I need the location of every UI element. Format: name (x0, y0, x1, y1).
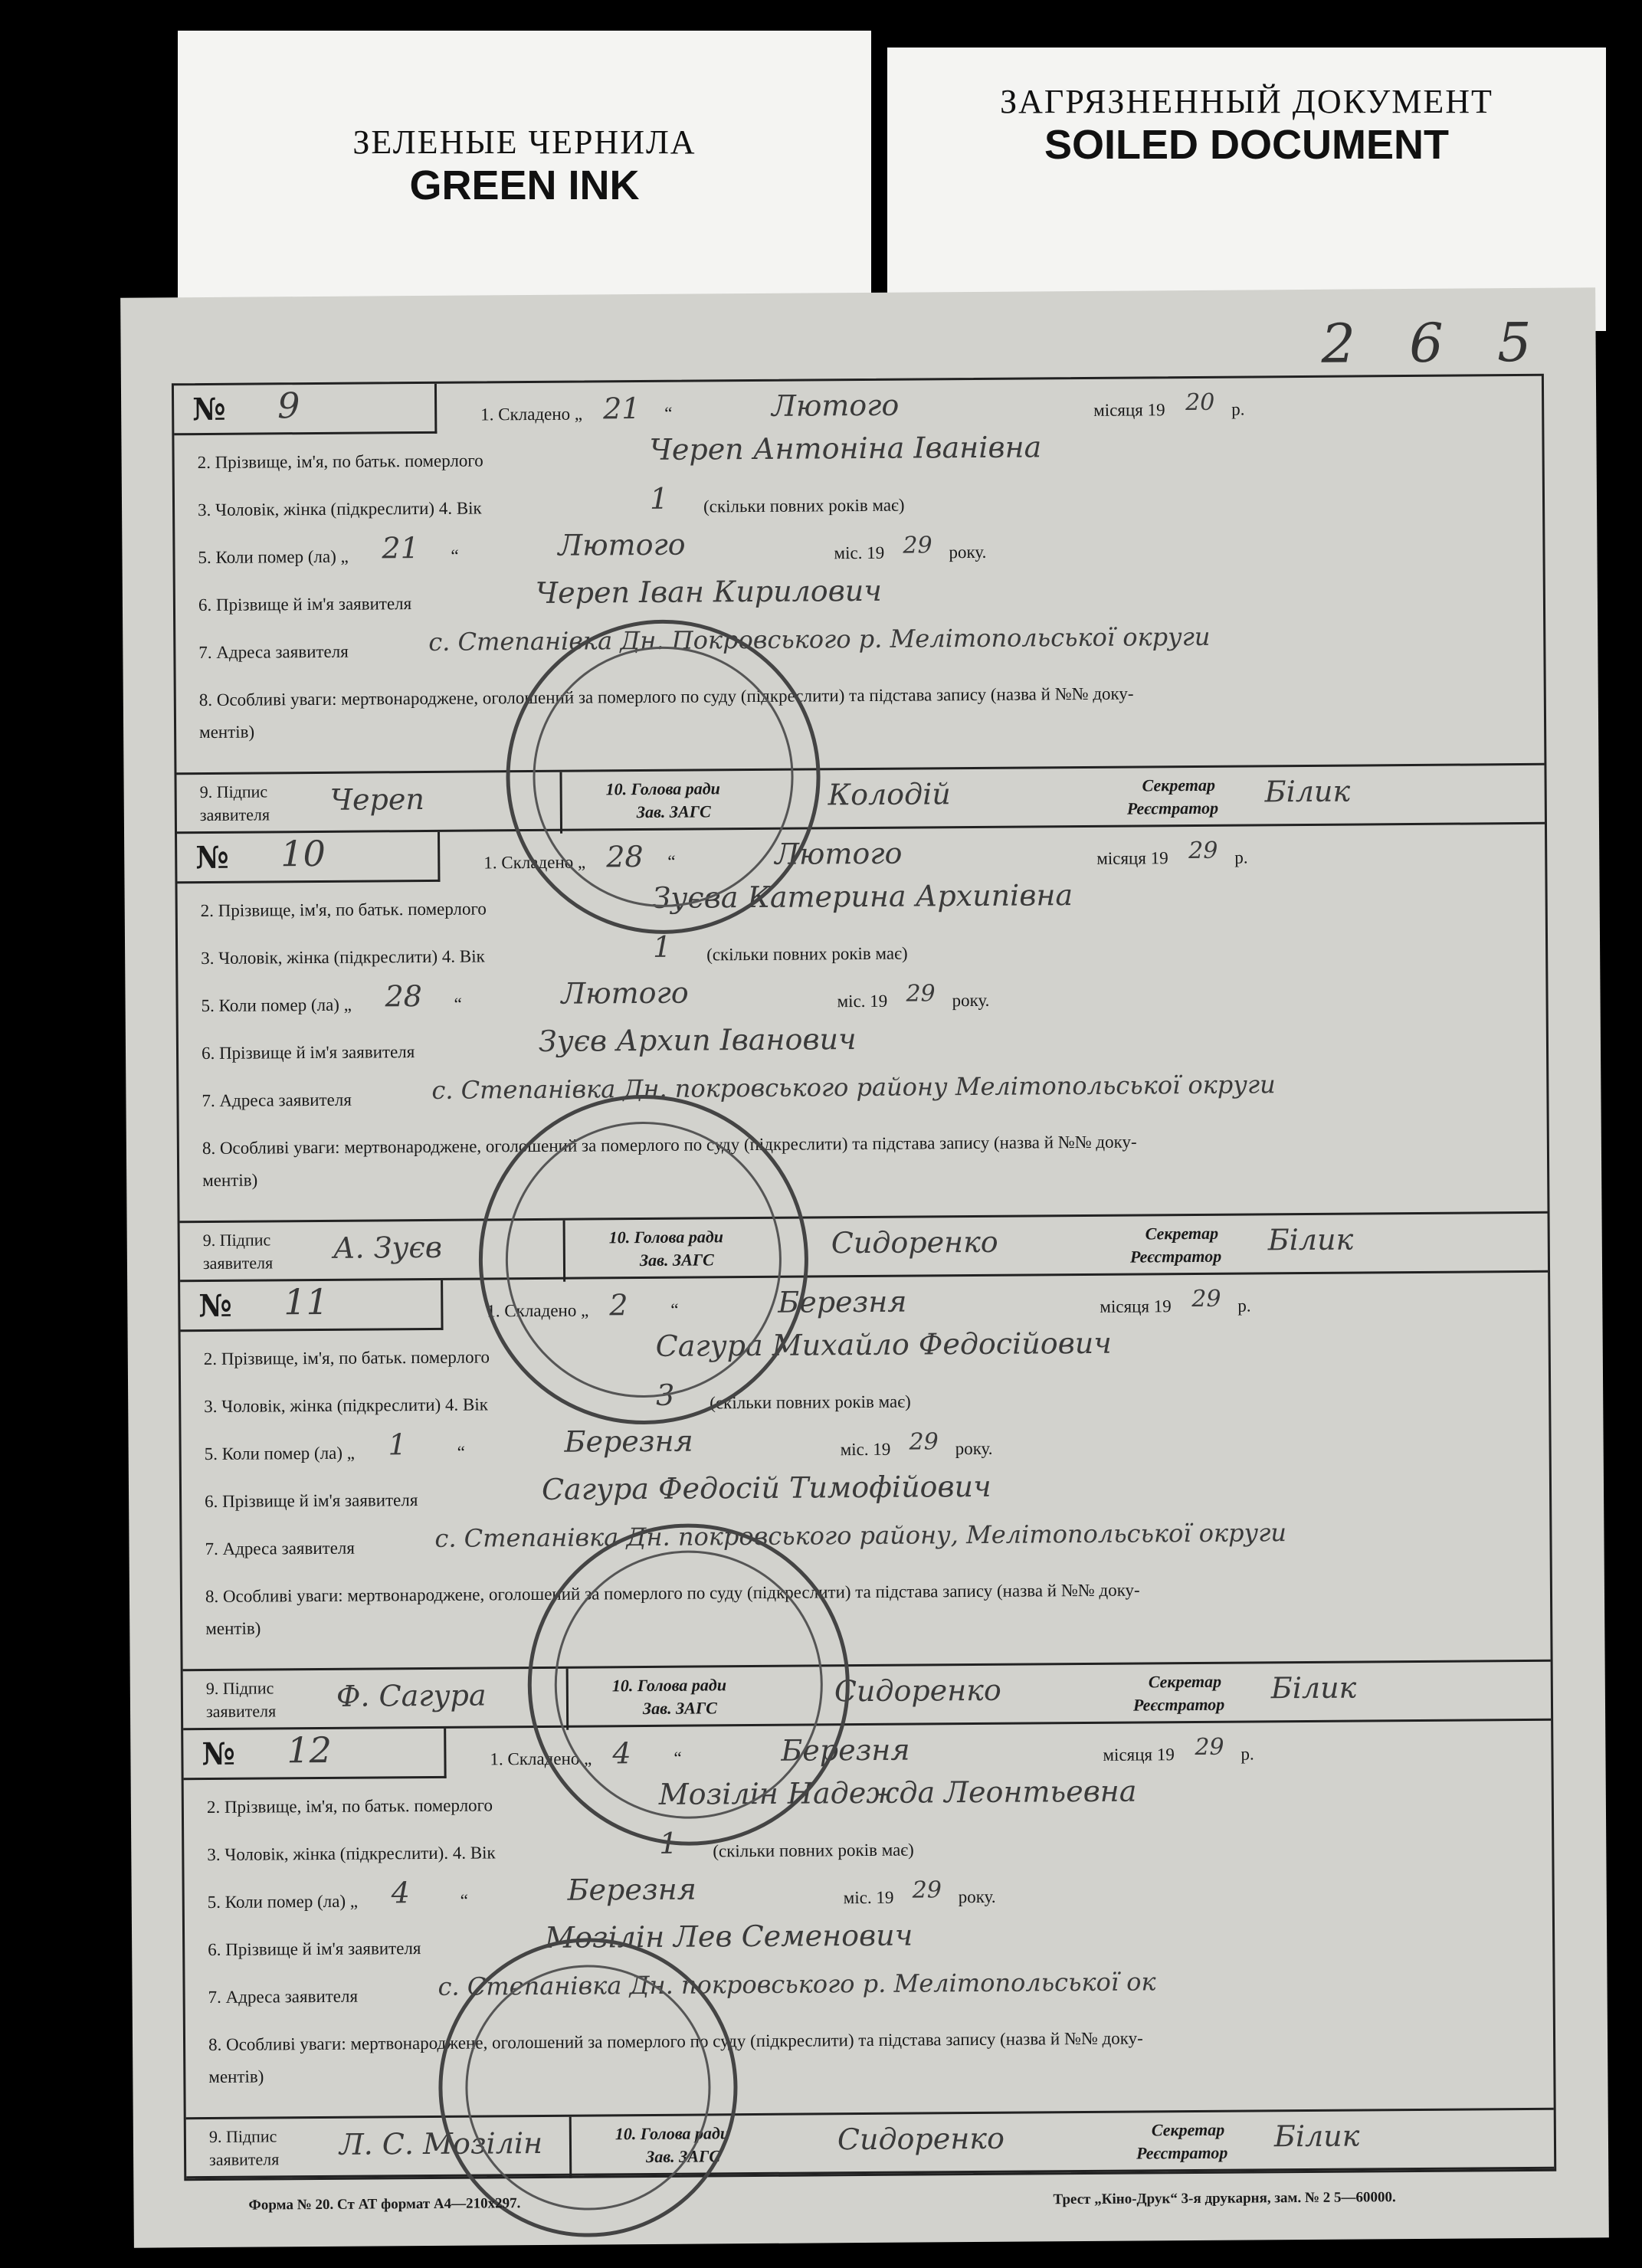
compiled-year: 29 (1195, 1733, 1224, 1762)
line-7-label: 7. Адреса заявителя (198, 641, 349, 663)
line-1-quote: “ (667, 851, 676, 871)
line-8-continued: ментів) (199, 722, 255, 742)
applicant-address: с. Степанівка Дн. Покровського р. Мелітопольської округи (428, 621, 1211, 657)
secretary-label: Секретар (1148, 1671, 1222, 1692)
compiled-year: 20 (1185, 388, 1215, 417)
line-2-label: 2. Прізвище, ім'я, по батьк. померлого (197, 451, 483, 473)
number-sign: № (202, 1735, 236, 1773)
sig-9-sublabel: заявителя (209, 2149, 280, 2169)
line-1-year-suffix: р. (1234, 847, 1248, 867)
sig-10-label: 10. Голова ради (611, 1675, 727, 1696)
sig-9-label: 9. Підпис (199, 782, 268, 802)
line-3-suffix: (скільки повних років має) (706, 943, 908, 965)
death-year: 29 (912, 1876, 942, 1904)
line-1-year-suffix: р. (1231, 399, 1245, 419)
number-sign: № (192, 391, 226, 428)
green-ink-label-en: GREEN INK (409, 162, 640, 208)
sheet-number: 2 6 5 (1321, 310, 1550, 375)
compiled-year: 29 (1188, 837, 1218, 865)
register-entry (177, 824, 1548, 1282)
line-1-year-suffix: р. (1237, 1296, 1251, 1316)
line-8-label: 8. Особливі уваги: мертвонароджене, оголошений за померлого по суду (підкреслити) та підстава запису (назва й №№ доку- (205, 1580, 1140, 1607)
sig-10-sublabel: Зав. ЗАГС (642, 1698, 717, 1719)
registrar-label: Реєстратор (1132, 1694, 1225, 1715)
number-sign: № (195, 839, 229, 877)
applicant-signature: Ф. Сагура (336, 1678, 487, 1713)
line-5-label: 5. Коли помер (ла) „ (198, 546, 349, 568)
compiled-month: Березня (781, 1732, 910, 1768)
register-entry (180, 1273, 1551, 1730)
death-month: Березня (564, 1424, 693, 1459)
round-stamp (438, 1937, 739, 2238)
sig-9-sublabel: заявителя (202, 1253, 274, 1273)
soiled-document-label-en: SOILED DOCUMENT (1044, 122, 1449, 168)
line-5-quote: “ (457, 1442, 465, 1462)
deceased-name: Череп Антоніна Іванівна (649, 430, 1042, 467)
death-day: 28 (385, 979, 423, 1014)
line-8-label: 8. Особливі уваги: мертвонароджене, оголошений за померлого по суду (підкреслити) та підстава запису (назва й №№ доку- (208, 2028, 1143, 2055)
entry-number: 12 (287, 1729, 333, 1771)
death-day: 4 (391, 1876, 411, 1910)
entry-number-box (174, 384, 437, 435)
line-1-month-label: місяця 19 (1103, 1745, 1175, 1765)
line-2-label: 2. Прізвище, ім'я, по батьк. померлого (200, 899, 487, 921)
entry-number: 9 (277, 385, 300, 427)
line-1-month-label: місяця 19 (1093, 400, 1165, 420)
line-7-label: 7. Адреса заявителя (202, 1090, 352, 1111)
line-7-label: 7. Адреса заявителя (205, 1538, 356, 1559)
line-5-quote: “ (454, 994, 462, 1014)
registrar-label: Реєстратор (1136, 2142, 1228, 2163)
death-month: Березня (567, 1872, 696, 1907)
line-3-label: 3. Чоловік, жінка (підкреслити). 4. Вік (207, 1843, 496, 1865)
applicant-name: Зуєв Архип Іванович (538, 1022, 857, 1058)
line-1-month-label: місяця 19 (1096, 848, 1168, 868)
compiled-month: Лютого (775, 836, 903, 871)
deceased-name: Мозілін Надежда Леонтьевна (658, 1774, 1137, 1811)
round-stamp (526, 1522, 850, 1847)
entry-number: 11 (283, 1280, 329, 1323)
line-3-label: 3. Чоловік, жінка (підкреслити) 4. Вік (201, 946, 485, 968)
deceased-name: Зуєва Катерина Архипівна (652, 878, 1073, 915)
death-register-sheet (120, 287, 1609, 2247)
line-5-month-label: міс. 19 (843, 1887, 894, 1908)
line-1-compiled: 1. Складено „ (483, 852, 586, 873)
sig-9-label: 9. Підпис (205, 1678, 274, 1699)
line-3-suffix: (скільки повних років має) (703, 495, 905, 516)
line-5-quote: “ (451, 546, 459, 565)
line-5-year-suffix: року. (949, 542, 987, 562)
line-3-label: 3. Чоловік, жінка (підкреслити) 4. Вік (197, 498, 482, 520)
applicant-signature: Л. С. Мозілін (339, 2125, 543, 2161)
line-5-label: 5. Коли помер (ла) „ (201, 995, 352, 1016)
deceased-age: 3 (656, 1378, 675, 1412)
line-1-compiled: 1. Складено „ (480, 404, 583, 424)
applicant-address: с. Степанівка Дн. покровського району Мелітопольської округи (431, 1070, 1276, 1105)
deceased-age: 1 (649, 481, 669, 516)
signature-row (186, 2108, 1555, 2181)
number-sign: № (198, 1287, 232, 1325)
line-6-label: 6. Прізвище й ім'я заявителя (208, 1939, 421, 1960)
line-1-quote: “ (674, 1748, 682, 1768)
green-ink-label-ru: ЗЕЛЕНЫЕ ЧЕРНИЛА (352, 123, 696, 161)
line-1-year-suffix: р. (1241, 1744, 1254, 1764)
form-footer-right: Трест „Кіно-Друк“ 3-я друкарня, зам. № 2 5—60000. (1053, 2189, 1396, 2208)
line-8-continued: ментів) (205, 1618, 261, 1639)
sig-10-sublabel: Зав. ЗАГС (639, 1250, 714, 1270)
registrar-label: Реєстратор (1129, 1246, 1222, 1267)
sig-10-sublabel: Зав. ЗАГС (636, 801, 711, 822)
head-signature: Сидоренко (834, 1673, 1001, 1709)
entry-number-box (183, 1729, 446, 1780)
applicant-address: с. Степанівка Дн. покровського району, Мелітопольської округи (434, 1518, 1287, 1553)
line-1-compiled: 1. Складено „ (487, 1300, 589, 1321)
compiled-month: Лютого (771, 388, 900, 423)
death-day: 21 (382, 531, 419, 565)
applicant-signature: А. Зуєв (333, 1230, 443, 1265)
sig-10-label: 10. Голова ради (615, 2123, 730, 2144)
secretary-label: Секретар (1145, 1223, 1219, 1244)
line-8-continued: ментів) (208, 2066, 264, 2087)
entry-number-box (180, 1280, 443, 1332)
secretary-signature: Білик (1267, 1222, 1354, 1257)
line-5-year-suffix: року. (958, 1886, 996, 1907)
deceased-age: 1 (659, 1826, 678, 1860)
death-year: 29 (906, 980, 936, 1008)
line-1-compiled: 1. Складено „ (490, 1749, 592, 1769)
compiled-day: 2 (609, 1288, 628, 1322)
entry-number-box (177, 832, 440, 883)
line-3-suffix: (скільки повних років має) (713, 1840, 914, 1861)
line-7-label: 7. Адреса заявителя (208, 1986, 359, 2007)
secretary-signature: Білик (1270, 1670, 1357, 1706)
secretary-signature: Білик (1264, 774, 1351, 809)
round-stamp (477, 1094, 809, 1426)
line-5-month-label: міс. 19 (834, 542, 885, 563)
death-month: Лютого (561, 975, 689, 1011)
deceased-name: Сагура Михайло Федосійович (655, 1326, 1113, 1363)
sig-9-sublabel: заявителя (199, 805, 270, 825)
line-5-month-label: міс. 19 (840, 1439, 891, 1460)
sig-10-label: 10. Голова ради (608, 1227, 724, 1247)
applicant-name: Череп Іван Кирилович (535, 573, 883, 610)
head-signature: Сидоренко (837, 2121, 1005, 2157)
line-5-quote: “ (460, 1890, 469, 1910)
secretary-label: Секретар (1142, 775, 1216, 795)
line-3-suffix: (скільки повних років має) (710, 1391, 911, 1413)
line-3-label: 3. Чоловік, жінка (підкреслити) 4. Вік (204, 1395, 488, 1417)
deceased-age: 1 (652, 929, 672, 964)
compiled-day: 21 (603, 392, 641, 426)
applicant-address: с. Степанівка Дн. покровського р. Мелітопольської ок (438, 1967, 1156, 2001)
death-year: 29 (909, 1428, 939, 1456)
applicant-name: Сагура Федосій Тимофійович (541, 1469, 991, 1506)
line-8-label: 8. Особливі уваги: мертвонароджене, оголошений за померлого по суду (підкреслити) та підстава запису (назва й №№ доку- (198, 683, 1134, 710)
line-6-label: 6. Прізвище й ім'я заявителя (198, 594, 412, 615)
applicant-signature: Череп (329, 782, 425, 817)
line-1-quote: “ (664, 403, 673, 423)
registrar-label: Реєстратор (1126, 798, 1219, 818)
sig-10-label: 10. Голова ради (605, 778, 720, 799)
sig-9-label: 9. Підпис (208, 2126, 277, 2147)
compiled-day: 4 (612, 1736, 631, 1771)
sig-9-sublabel: заявителя (205, 1701, 277, 1722)
line-5-month-label: міс. 19 (837, 991, 888, 1011)
line-5-label: 5. Коли помер (ла) „ (204, 1443, 356, 1464)
head-signature: Сидоренко (831, 1224, 998, 1260)
line-8-label: 8. Особливі уваги: мертвонароджене, оголошений за померлого по суду (підкреслити) та підстава запису (назва й №№ доку- (202, 1132, 1137, 1159)
compiled-year: 29 (1191, 1285, 1221, 1313)
sig-9-label: 9. Підпис (202, 1230, 271, 1250)
line-5-year-suffix: року. (952, 990, 990, 1011)
head-signature: Колодій (828, 777, 951, 812)
line-1-month-label: місяця 19 (1100, 1296, 1172, 1316)
round-stamp (505, 618, 821, 935)
secretary-signature: Білик (1273, 2119, 1360, 2154)
line-1-quote: “ (670, 1300, 679, 1319)
line-5-year-suffix: року. (955, 1438, 993, 1459)
soiled-document-label-ru: ЗАГРЯЗНЕННЫЙ ДОКУМЕНТ (1000, 83, 1493, 120)
compiled-day: 28 (606, 840, 644, 874)
line-5-label: 5. Коли помер (ла) „ (207, 1891, 359, 1912)
death-month: Лютого (558, 527, 686, 562)
line-2-label: 2. Прізвище, ім'я, по батьк. померлого (203, 1347, 490, 1369)
register-form (172, 374, 1556, 2181)
secretary-label: Секретар (1151, 2119, 1225, 2140)
line-2-label: 2. Прізвище, ім'я, по батьк. померлого (206, 1795, 493, 1817)
compiled-month: Березня (778, 1284, 907, 1319)
sig-10-sublabel: Зав. ЗАГС (646, 2146, 721, 2167)
death-year: 29 (903, 532, 932, 559)
line-8-continued: ментів) (202, 1170, 258, 1191)
register-entry (174, 376, 1545, 834)
death-day: 1 (388, 1427, 407, 1462)
register-entry (183, 1721, 1554, 2178)
applicant-name: Мозілін Лев Семенович (544, 1918, 913, 1955)
line-6-label: 6. Прізвище й ім'я заявителя (205, 1490, 418, 1512)
line-6-label: 6. Прізвище й ім'я заявителя (201, 1042, 415, 1064)
entry-number: 10 (280, 832, 326, 875)
form-footer-left: Форма № 20. Ст АТ формат А4—210х297. (248, 2195, 521, 2214)
